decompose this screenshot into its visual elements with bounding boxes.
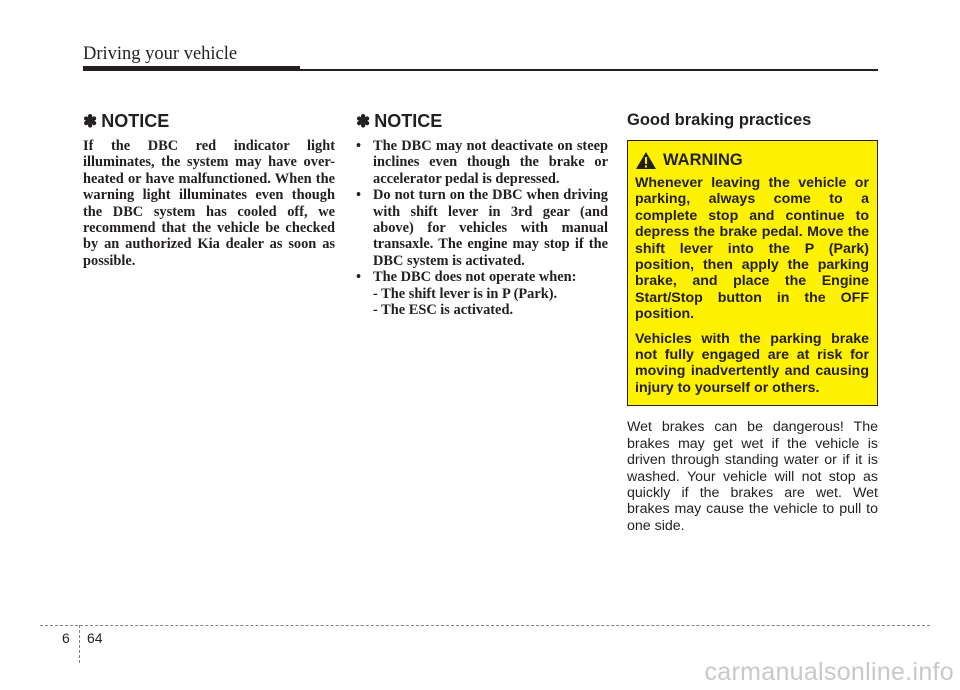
header-rule-thin [300,69,878,71]
sub-list-item: - The ESC is activated. [373,302,514,319]
warning-paragraph: Whenever leaving the vehicle or parking, always come to a complete stop and continue to depress the brake pedal. Move the shift lever into the P (Park) position, then apply the parking brake, and place the Engine Start/Stop button in the OFF position. [635,175,869,323]
list-item [356,187,608,269]
list-item-text: Do not turn on the DBC when driving with shift lever in 3rd gear (and above) for vehicles with manual transaxle. The engine may stop if the DBC system is activated. [373,187,608,269]
list-item-text: The DBC does not operate when: [373,269,577,286]
sub-list-item: - The shift lever is in P (Park). [373,285,558,302]
list-item [356,269,608,318]
notice-heading-text: NOTICE [374,111,443,131]
notice-heading-text: NOTICE [101,111,170,131]
warning-title [635,151,869,170]
asterisk-notice-icon: ✽ [356,111,371,131]
notice-body: If the DBC red indicator light illuminates, the system may have over-heated or have malfunctioned. When the warning light illuminates even though the DBC system has cooled off, we recommend that the vehicle be checked by an authorized Kia dealer as soon as possible. [83,138,335,269]
bullet-marker: • [356,269,362,286]
warning-triangle-icon [635,151,657,170]
footer-rule [40,625,930,626]
bullet-marker: • [356,138,362,154]
watermark: carmanualsonline.info [704,658,954,686]
footer-divider [79,625,80,663]
column-middle [356,108,608,318]
list-item-text: The DBC may not deactivate on steep inclines even though the brake or accelerator pedal is depressed. [373,138,608,187]
list-item [356,138,608,187]
column-left [83,108,335,269]
notice-bullet-list [356,138,608,318]
chapter-number: 6 [62,630,70,646]
warning-title-text: WARNING [663,151,743,169]
warning-box [627,140,878,406]
page-number: 64 [87,630,103,646]
header-rule-thick [83,66,300,71]
section-heading: Good braking practices [627,111,812,129]
column-right [627,108,878,534]
notice-heading [356,111,608,132]
asterisk-notice-icon: ✽ [83,111,98,131]
notice-heading [83,111,335,132]
page-header-title: Driving your vehicle [83,44,238,64]
warning-paragraph: Vehicles with the parking brake not fully engaged are at risk for moving inadvertently and causing injury to yourself or others. [635,330,869,396]
body-paragraph: Wet brakes can be dangerous! The brakes may get wet if the vehicle is driven through standing water or if it is washed. Your vehicle will not stop as quickly if the brakes are wet. Wet brakes may cause the vehicle to pull to one side. [627,419,878,534]
bullet-marker: • [356,187,362,204]
